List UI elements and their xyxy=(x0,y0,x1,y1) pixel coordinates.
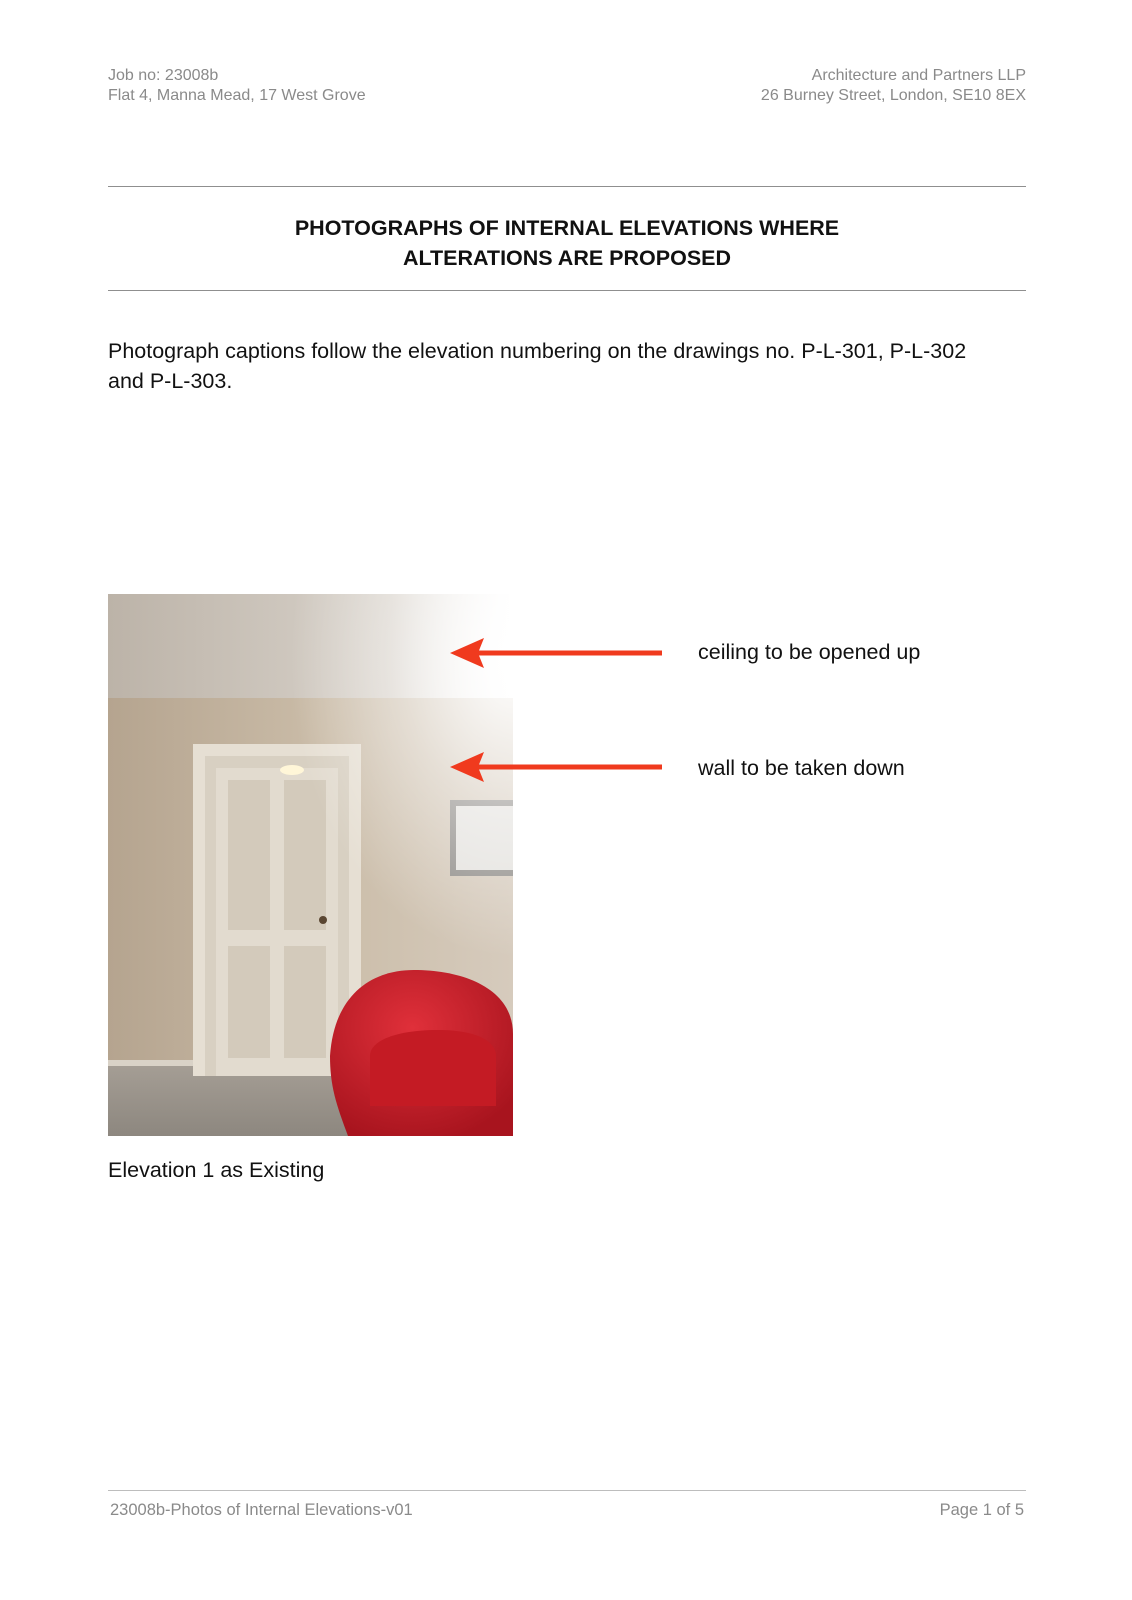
ceiling-arrow-icon xyxy=(450,636,662,670)
photo-caption: Elevation 1 as Existing xyxy=(108,1158,325,1182)
footer-rule xyxy=(108,1490,1026,1491)
page-number: Page 1 of 5 xyxy=(939,1501,1024,1519)
job-number: Job no: 23008b xyxy=(108,67,219,84)
ceiling-callout: ceiling to be opened up xyxy=(698,640,921,664)
firm-name: Architecture and Partners LLP xyxy=(811,67,1026,84)
document-name: 23008b-Photos of Internal Elevations-v01 xyxy=(110,1501,413,1519)
intro-line-2: and P-L-303. xyxy=(108,369,233,393)
firm-address: 26 Burney Street, London, SE10 8EX xyxy=(760,87,1026,104)
page-title-line-2: ALTERATIONS ARE PROPOSED xyxy=(402,246,732,270)
page-title xyxy=(108,213,1026,273)
title-bottom-rule xyxy=(108,290,1026,291)
title-top-rule xyxy=(108,186,1026,187)
header-left xyxy=(108,66,366,106)
elevation-photo xyxy=(108,594,513,1136)
wall-arrow-icon xyxy=(450,750,662,784)
intro-line-1: Photograph captions follow the elevation numbering on the drawings no. P-L-301, P-L-302 xyxy=(108,339,967,363)
wall-callout: wall to be taken down xyxy=(698,756,905,780)
project-address: Flat 4, Manna Mead, 17 West Grove xyxy=(108,87,366,104)
page-title-line-1: PHOTOGRAPHS OF INTERNAL ELEVATIONS WHERE xyxy=(294,216,840,240)
intro-paragraph xyxy=(108,336,1038,396)
header-right xyxy=(761,66,1026,106)
